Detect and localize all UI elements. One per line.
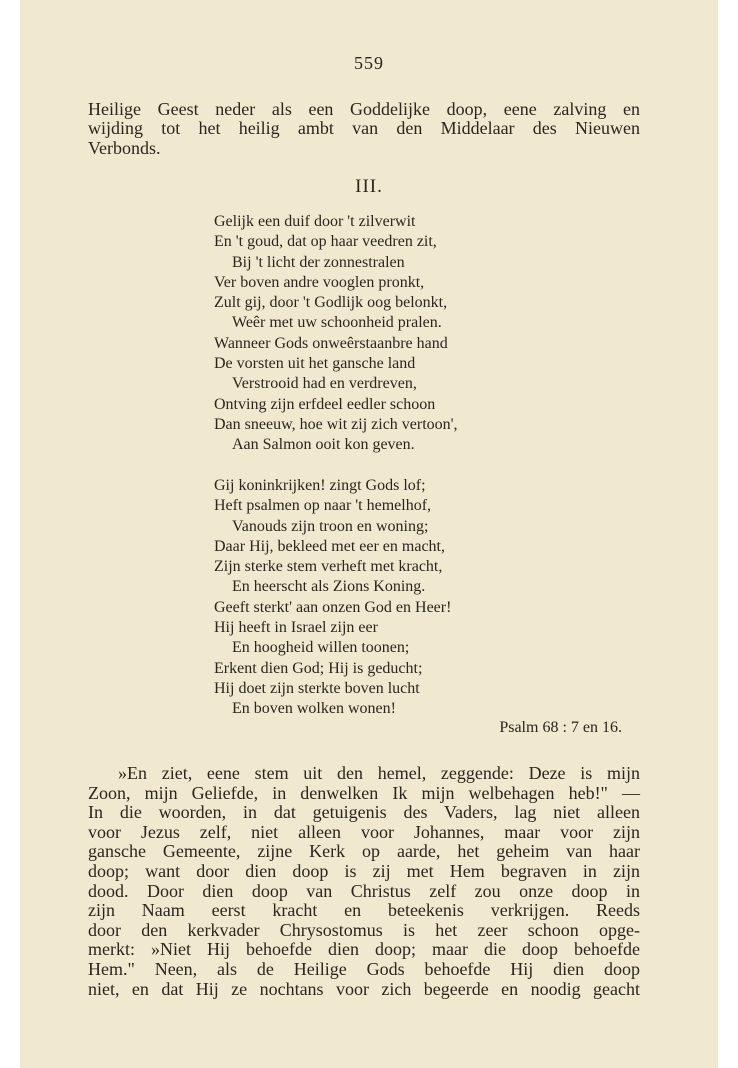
text-line: wijding tot het heilig ambt van den Middelaar des Nieuwen — [88, 118, 640, 139]
verse-line: Vanouds zijn troon en woning; — [232, 517, 429, 535]
verse-line: Daar Hij, bekleed met eer en macht, — [214, 537, 445, 555]
text-line: zijn Naam eerst kracht en beteekenis verkrijgen. Reeds — [88, 900, 640, 921]
verse-line: Gij koninkrijken! zingt Gods lof; — [214, 477, 426, 494]
verse-line: Hij heeft in Israel zijn eer — [214, 619, 378, 637]
verse-line: Weêr met uw schoonheid pralen. — [232, 314, 442, 332]
text-line: Hem." Neen, als de Heilige Gods behoefde Hij dien doop — [88, 958, 640, 979]
section-heading: III. — [355, 176, 383, 197]
verse-line: Zijn sterke stem verheft met kracht, — [214, 558, 443, 576]
verse-line: Ver boven andre vooglen pronkt, — [214, 273, 425, 291]
verse-line: De vorsten uit het gansche land — [214, 355, 416, 373]
intro-paragraph — [88, 100, 640, 158]
verse-line: Dan sneeuw, hoe wit zij zich vertoon', — [214, 415, 458, 433]
verse-line: En heerscht als Zions Koning. — [232, 578, 426, 596]
verse-line: Hij doet zijn sterkte boven lucht — [214, 679, 420, 697]
verse-line: Aan Salmon ooit kon geven. — [232, 436, 415, 454]
text-line: Zoon, mijn Geliefde, in denwelken Ik mijn welbehagen heb!" — — [88, 782, 640, 803]
text-line: doop; want door dien doop is zij met Hem begraven in zijn — [88, 860, 640, 881]
text-line: »En ziet, eene stem uit den hemel, zeggende: Deze is mijn — [118, 763, 640, 783]
verse-line: Verstrooid had en verdreven, — [232, 375, 417, 393]
verse-line: Gelijk een duif door 't zilverwit — [214, 213, 416, 230]
verse-line: En boven wolken wonen! — [232, 700, 396, 718]
text-line: dood. Door dien doop van Christus zelf zou onze doop in — [88, 880, 640, 901]
verse-line: Geeft sterkt' aan onzen God en Heer! — [214, 598, 452, 616]
text-line: niet, en dat Hij ze nochtans voor zich begeerde en noodig geacht — [88, 978, 640, 999]
verse-line: Erkent dien God; Hij is geducht; — [214, 659, 423, 677]
page-number: 559 — [354, 53, 384, 73]
psalm-citation: Psalm 68 : 7 en 16. — [499, 719, 622, 736]
text-line: door den kerkvader Chrysostomus is het zeer schoon opge- — [88, 919, 640, 940]
verse-line: Wanneer Gods onweêrstaanbre hand — [214, 334, 448, 352]
text-line: Verbonds. — [88, 137, 161, 158]
poem-stanza-1 — [214, 212, 634, 456]
verse-line: Bij 't licht der zonnestralen — [232, 253, 405, 271]
text-line: voor Jezus zelf, niet alleen voor Johannes, maar voor zijn — [88, 821, 640, 842]
verse-line: Zult gij, door 't Godlijk oog belonkt, — [214, 294, 448, 312]
book-page — [20, 0, 718, 1068]
verse-line: Ontving zijn erfdeel eedler schoon — [214, 395, 436, 413]
poem-stanza-2 — [214, 476, 634, 720]
text-line: gansche Gemeente, zijne Kerk op aarde, het geheim van haar — [88, 841, 640, 862]
body-paragraph — [88, 764, 640, 999]
verse-line: Heft psalmen op naar 't hemelhof, — [214, 497, 432, 515]
text-line: merkt: »Niet Hij behoefde dien doop; maar die doop behoefde — [88, 939, 640, 960]
text-line: In die woorden, in dat getuigenis des Vaders, lag niet alleen — [88, 802, 640, 823]
text-line: Heilige Geest neder als een Goddelijke doop, eene zalving en — [88, 99, 640, 119]
verse-line: En hoogheid willen toonen; — [232, 639, 410, 657]
verse-line: En 't goud, dat op haar veedren zit, — [214, 233, 437, 251]
